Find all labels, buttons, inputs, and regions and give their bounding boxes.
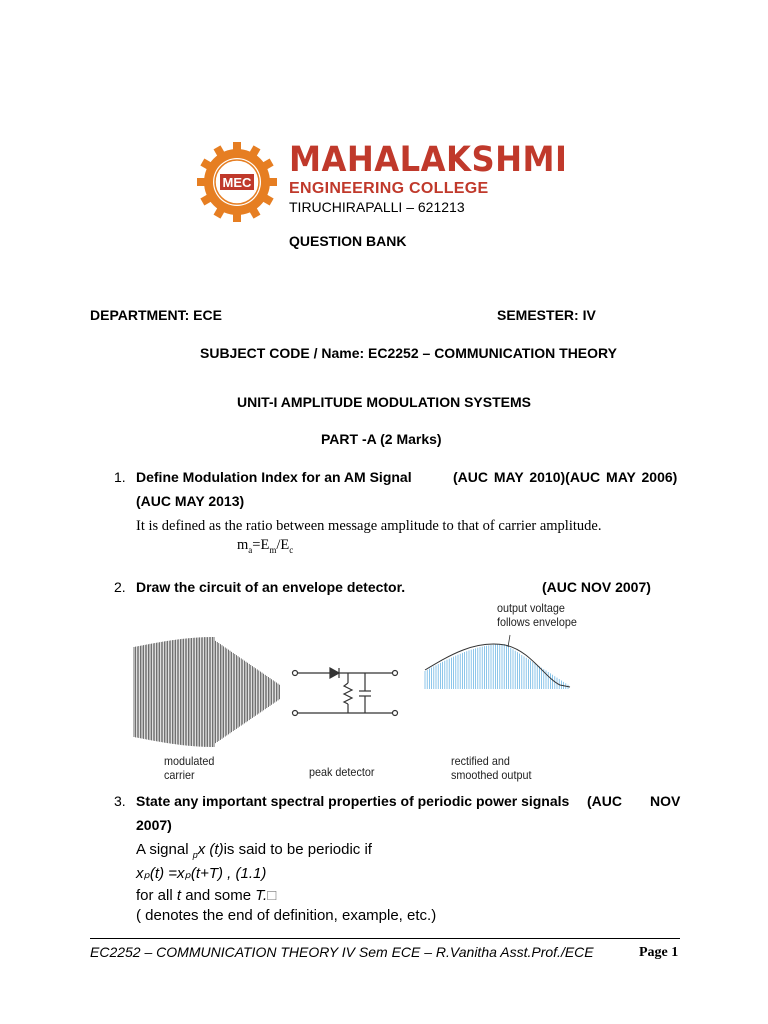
gear-logo-icon <box>196 141 278 223</box>
college-logo <box>196 141 278 223</box>
formula-sub: c <box>289 544 294 555</box>
label-line: output voltage <box>497 601 565 615</box>
text-span: is said to be periodic if <box>223 841 372 858</box>
label-line: modulated <box>164 754 215 768</box>
college-name: MAHALAKSHMI <box>289 140 568 180</box>
footer-divider <box>90 938 680 939</box>
q1-reference: (AUC MAY 2010)(AUC MAY 2006) <box>453 469 678 485</box>
semester-label: SEMESTER: IV <box>497 307 596 323</box>
q2-reference: (AUC NOV 2007) <box>542 579 651 595</box>
document-title: QUESTION BANK <box>289 233 407 249</box>
text-italic: t <box>176 887 182 904</box>
q3-answer-line-1 <box>136 841 372 860</box>
q3-reference-auc: (AUC <box>587 793 622 809</box>
text-sub: p <box>192 850 198 860</box>
subject-label: SUBJECT CODE / Name: EC2252 – COMMUNICATION THEORY <box>200 345 617 361</box>
modulated-carrier-waveform <box>134 637 280 747</box>
output-arrow <box>508 635 510 647</box>
text-span: for all <box>136 887 177 904</box>
output-voltage-label <box>497 601 577 629</box>
label-line: rectified and <box>451 754 510 768</box>
page-number: Page 1 <box>639 945 679 960</box>
q1-reference-2: (AUC MAY 2013) <box>136 493 245 509</box>
text-span: A signal <box>136 841 193 858</box>
q1-formula <box>237 537 293 555</box>
department-label: DEPARTMENT: ECE <box>90 307 222 323</box>
modulated-carrier-label <box>164 754 214 782</box>
text-italic: T. <box>255 887 268 904</box>
end-definition-box-icon: □ <box>267 887 277 904</box>
part-title: PART -A (2 Marks) <box>321 431 442 447</box>
footer-text: EC2252 – COMMUNICATION THEORY IV Sem ECE – R.Vanitha Asst.Prof./ECE <box>90 944 594 960</box>
q3-number: 3. <box>114 793 126 809</box>
q1-number: 1. <box>114 469 126 485</box>
formula-part: =E <box>252 537 270 553</box>
q2-number: 2. <box>114 579 126 595</box>
rectified-output-label <box>451 754 531 782</box>
q3-answer-line-4: ( denotes the end of definition, example, etc.) <box>136 907 437 924</box>
q1-question: Define Modulation Index for an AM Signal <box>136 469 412 485</box>
label-line: follows envelope <box>497 615 577 629</box>
q3-answer-line-2: xₚ(t) =xₚ(t+T) , (1.1) <box>136 865 267 882</box>
q1-answer: It is defined as the ratio between message amplitude to that of carrier amplitude. <box>136 518 602 534</box>
text-italic: x (t) <box>197 841 224 858</box>
formula-part: m <box>237 537 249 553</box>
peak-detector-label: peak detector <box>309 765 375 779</box>
text-span: and some <box>181 887 256 904</box>
unit-title: UNIT-I AMPLITUDE MODULATION SYSTEMS <box>237 394 531 410</box>
logo-text: MEC <box>222 175 252 190</box>
college-subtitle: ENGINEERING COLLEGE <box>289 180 489 197</box>
q3-reference-nov: NOV <box>650 793 681 809</box>
formula-part: /E <box>276 537 290 553</box>
q2-question: Draw the circuit of an envelope detector. <box>136 579 406 595</box>
label-line: smoothed output <box>451 768 532 782</box>
college-city: TIRUCHIRAPALLI – 621213 <box>289 199 465 215</box>
peak-detector-circuit <box>293 668 398 716</box>
q3-answer-line-3 <box>136 887 276 904</box>
formula-sub: a <box>248 544 253 555</box>
q3-question: State any important spectral properties of periodic power signals <box>136 793 570 809</box>
formula-sub: m <box>269 544 277 555</box>
rectified-output-waveform <box>425 644 568 689</box>
label-line: carrier <box>164 768 195 782</box>
q3-reference-year: 2007) <box>136 817 172 833</box>
